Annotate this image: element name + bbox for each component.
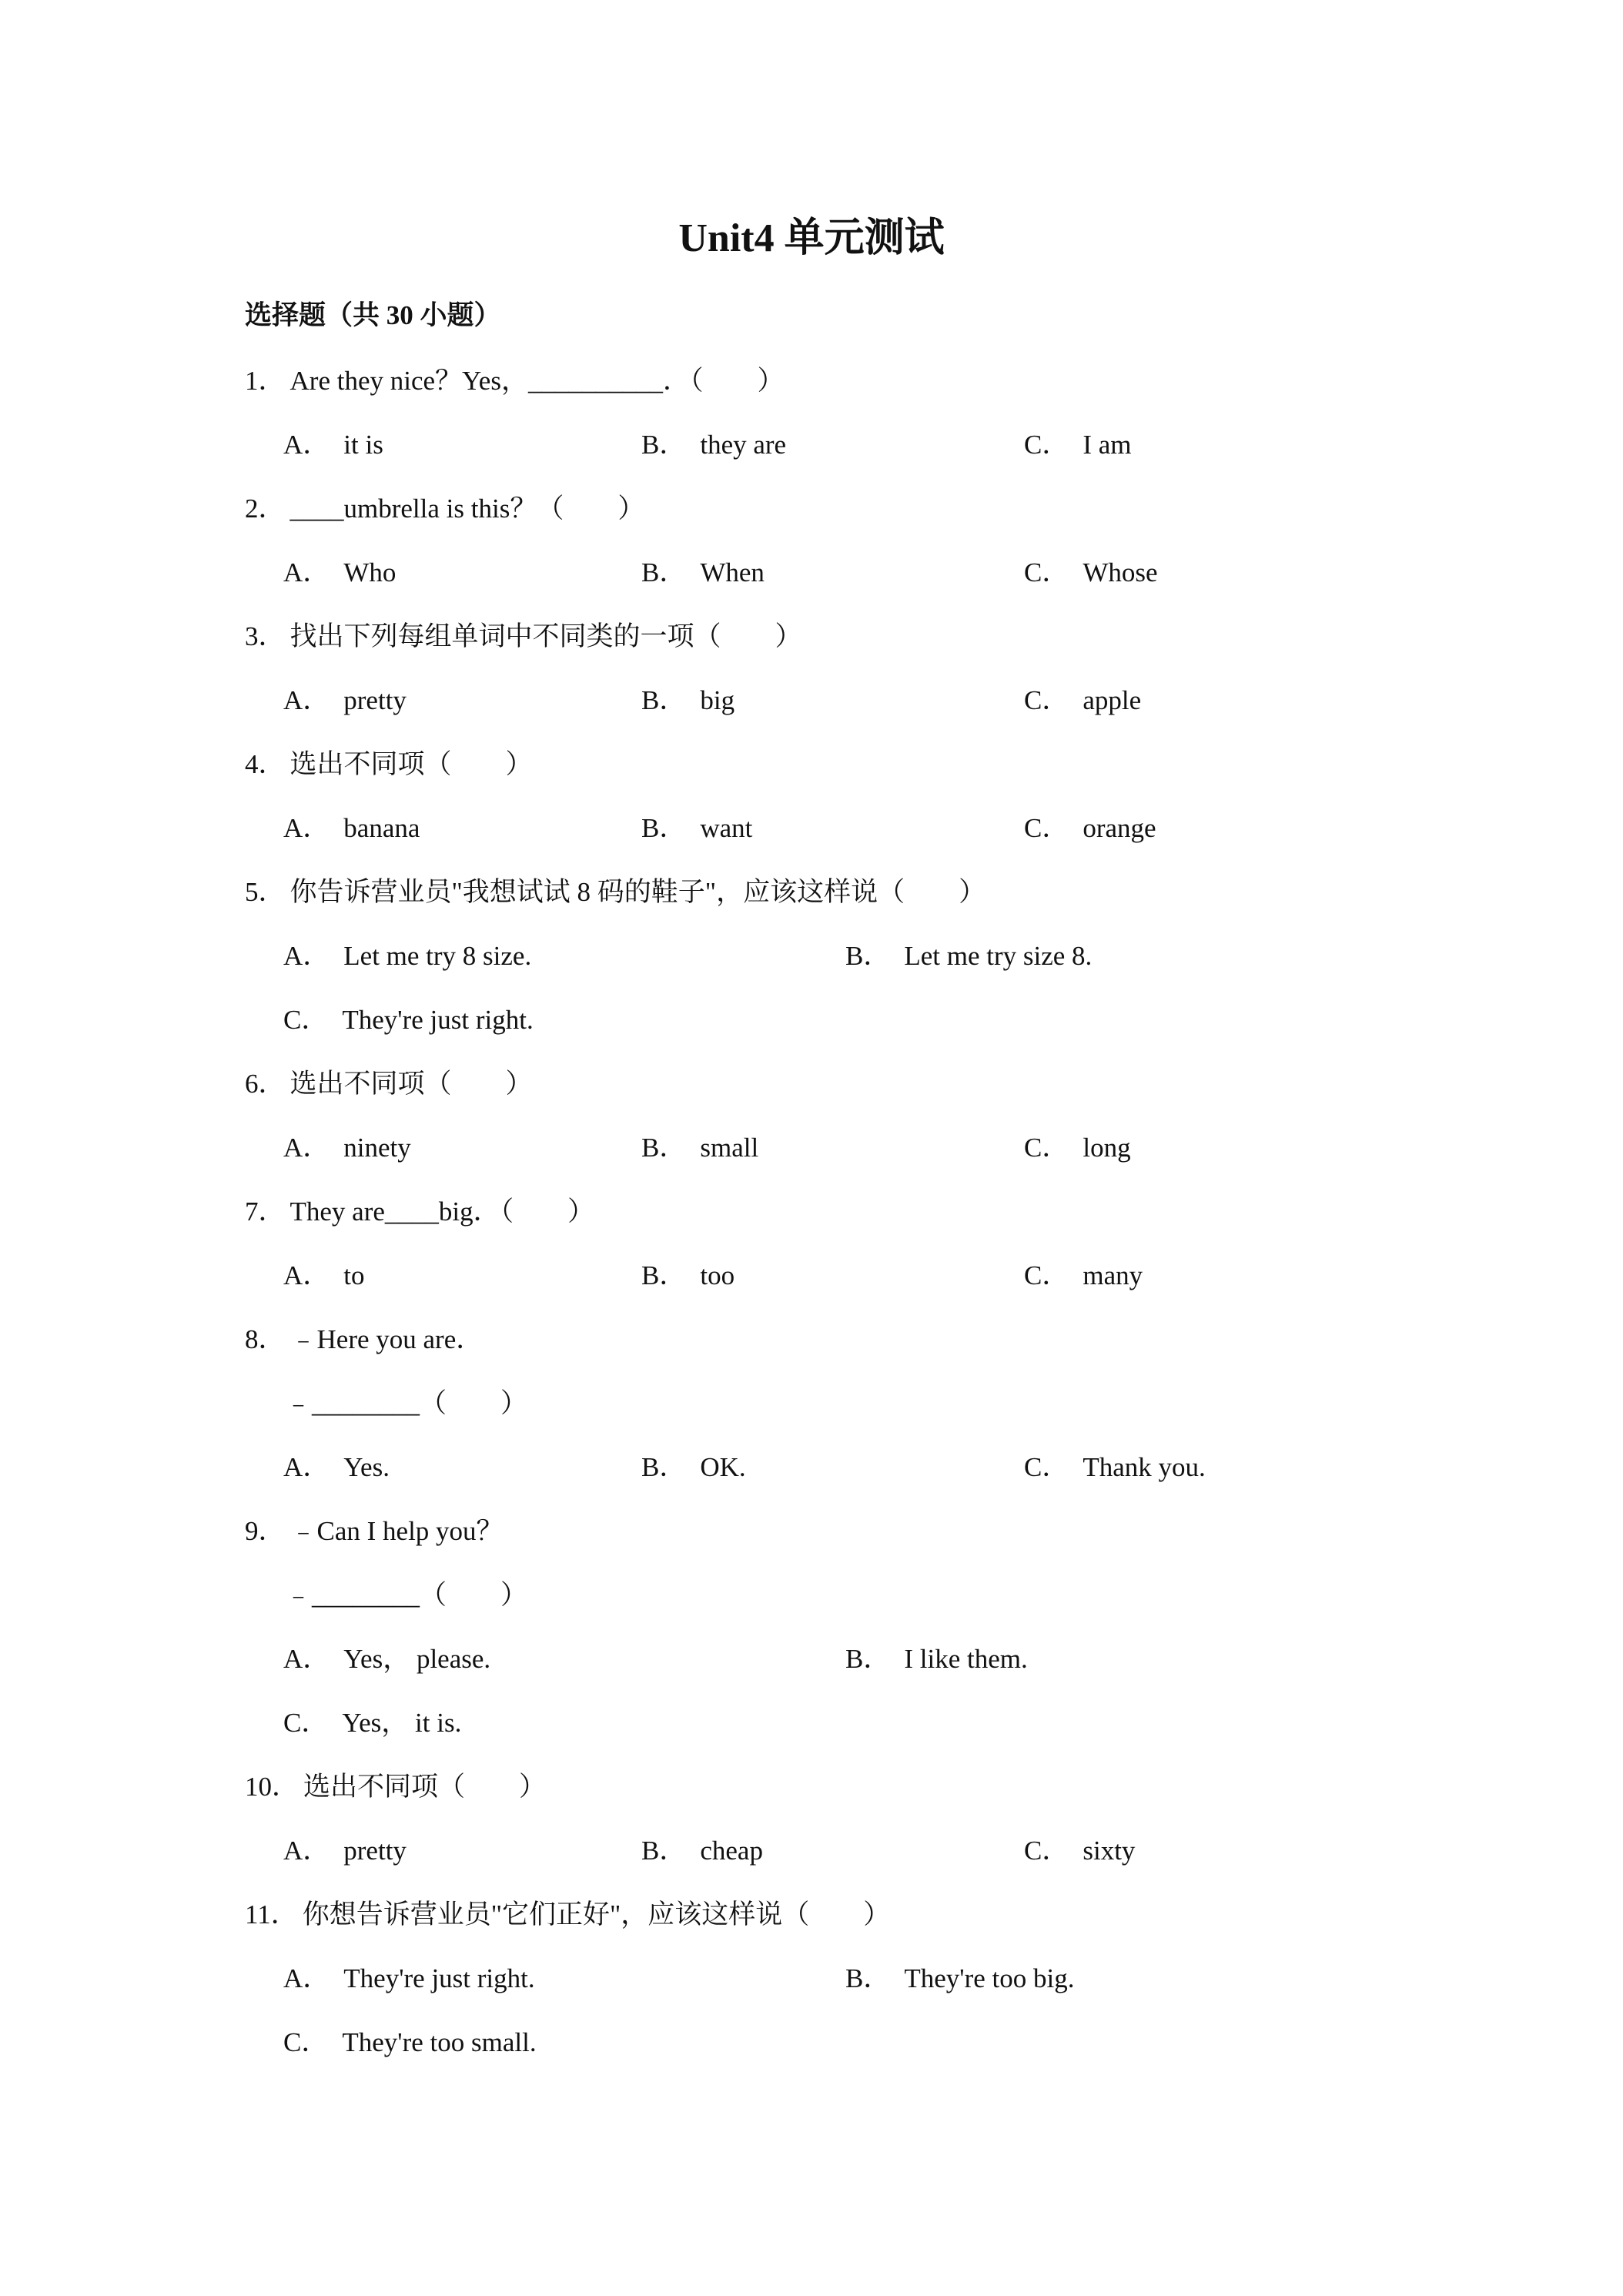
option-letter: B． bbox=[641, 684, 687, 715]
answer-option bbox=[283, 1957, 535, 1996]
option-text: it is bbox=[343, 429, 383, 460]
question-stem bbox=[245, 1880, 1384, 1944]
option-text: apple bbox=[1083, 684, 1142, 715]
options-row bbox=[245, 1625, 1384, 1689]
option-text: OK. bbox=[700, 1451, 746, 1482]
options-row bbox=[245, 538, 1384, 602]
option-text: Who bbox=[343, 557, 397, 587]
option-text: Yes， it is. bbox=[342, 1707, 462, 1738]
option-text: Yes. bbox=[343, 1451, 390, 1482]
question-text: 选出不同项（ ） bbox=[289, 1068, 533, 1099]
option-text: small bbox=[700, 1132, 759, 1163]
option-letter: C． bbox=[283, 2027, 329, 2057]
options-row bbox=[245, 986, 1384, 1049]
option-letter: A． bbox=[283, 1132, 330, 1163]
option-text: they are bbox=[700, 429, 787, 460]
options-row bbox=[245, 1433, 1384, 1497]
option-letter: B． bbox=[641, 1451, 687, 1482]
question-stem bbox=[245, 1305, 1384, 1369]
question-stem bbox=[245, 474, 1384, 538]
question-text: ﹣Here you are． bbox=[289, 1324, 484, 1354]
question-stem bbox=[245, 1497, 1384, 1561]
question-text: 找出下列每组单词中不同类的一项（ ） bbox=[289, 621, 802, 651]
answer-option bbox=[1024, 1126, 1131, 1165]
section-header: 选择题（共 30 小题） bbox=[245, 300, 501, 330]
answer-option bbox=[1024, 423, 1132, 462]
question-number: 5． bbox=[245, 876, 286, 907]
question-list bbox=[245, 346, 1384, 2072]
question-text: Are they nice？Yes，__________．（ ） bbox=[289, 365, 785, 396]
answer-option bbox=[283, 679, 407, 718]
question-number: 10． bbox=[245, 1771, 300, 1802]
question-number: 1． bbox=[245, 365, 286, 396]
option-text: When bbox=[700, 557, 765, 587]
option-text: Whose bbox=[1083, 557, 1158, 587]
option-text: big bbox=[700, 684, 735, 715]
answer-option bbox=[1024, 1829, 1135, 1868]
answer-option bbox=[641, 551, 765, 590]
answer-option bbox=[283, 999, 534, 1037]
question-number: 2． bbox=[245, 493, 286, 524]
answer-option bbox=[1024, 551, 1158, 590]
option-text: to bbox=[343, 1260, 365, 1290]
question-stem bbox=[245, 730, 1384, 794]
answer-option bbox=[845, 1957, 1074, 1996]
option-letter: B． bbox=[641, 1132, 687, 1163]
option-text: pretty bbox=[343, 1835, 407, 1866]
answer-option bbox=[1024, 807, 1156, 845]
answer-option bbox=[283, 1446, 390, 1484]
options-row bbox=[245, 666, 1384, 730]
option-letter: C． bbox=[1024, 812, 1069, 843]
question-text: 你想告诉营业员"它们正好"，应该这样说（ ） bbox=[302, 1899, 891, 1930]
option-text: ninety bbox=[343, 1132, 411, 1163]
question-number: 9． bbox=[245, 1515, 286, 1546]
question-number: 3． bbox=[245, 621, 286, 651]
answer-option bbox=[283, 1126, 411, 1165]
option-letter: B． bbox=[641, 1835, 687, 1866]
answer-option bbox=[1024, 679, 1141, 718]
answer-option bbox=[283, 2021, 537, 2060]
question-text: 选出不同项（ ） bbox=[303, 1771, 547, 1802]
answer-option bbox=[283, 807, 420, 845]
question-number: 6． bbox=[245, 1068, 286, 1099]
option-letter: A． bbox=[283, 1835, 330, 1866]
option-text: They're too small. bbox=[342, 2027, 537, 2057]
question-stem bbox=[245, 1752, 1384, 1816]
option-text: too bbox=[700, 1260, 735, 1290]
option-text: Thank you. bbox=[1083, 1451, 1206, 1482]
option-text: cheap bbox=[700, 1835, 763, 1866]
option-text: orange bbox=[1083, 812, 1156, 843]
options-row bbox=[245, 410, 1384, 474]
question-response-blank: ﹣________（ ） bbox=[285, 1579, 528, 1610]
answer-option bbox=[845, 1638, 1028, 1676]
answer-option bbox=[641, 1126, 758, 1165]
answer-option bbox=[641, 679, 735, 718]
answer-option bbox=[283, 1702, 461, 1740]
option-letter: B． bbox=[641, 1260, 687, 1290]
options-row bbox=[245, 1689, 1384, 1752]
option-text: Yes， please. bbox=[343, 1643, 491, 1674]
option-text: sixty bbox=[1083, 1835, 1136, 1866]
option-letter: C． bbox=[1024, 1451, 1069, 1482]
option-letter: B． bbox=[845, 1963, 891, 1993]
question-stem bbox=[245, 1049, 1384, 1113]
option-letter: A． bbox=[283, 812, 330, 843]
option-letter: B． bbox=[845, 1643, 891, 1674]
answer-option bbox=[845, 935, 1092, 973]
option-letter: B． bbox=[641, 812, 687, 843]
question-text: They are____big．（ ） bbox=[289, 1196, 595, 1227]
answer-option bbox=[1024, 1446, 1206, 1484]
option-text: want bbox=[700, 812, 753, 843]
options-row bbox=[245, 2008, 1384, 2072]
option-text: Let me try 8 size. bbox=[343, 940, 532, 971]
question-text: ﹣Can I help you？ bbox=[289, 1515, 504, 1546]
answer-option bbox=[283, 1638, 490, 1676]
option-text: They're too big. bbox=[904, 1963, 1075, 1993]
answer-option bbox=[283, 423, 383, 462]
answer-option bbox=[641, 1446, 746, 1484]
option-letter: C． bbox=[1024, 1835, 1069, 1866]
question-stem bbox=[245, 858, 1384, 922]
option-letter: A． bbox=[283, 1963, 330, 1993]
question-text: 你告诉营业员"我想试试 8 码的鞋子"，应该这样说（ ） bbox=[289, 876, 986, 907]
question-number: 8． bbox=[245, 1324, 286, 1354]
options-row bbox=[245, 1113, 1384, 1177]
question-number: 7． bbox=[245, 1196, 286, 1227]
answer-option bbox=[641, 1254, 735, 1293]
option-letter: A． bbox=[283, 557, 330, 587]
option-text: banana bbox=[343, 812, 420, 843]
option-letter: C． bbox=[283, 1707, 329, 1738]
answer-option bbox=[641, 807, 752, 845]
question-stem bbox=[245, 602, 1384, 666]
options-row bbox=[245, 1944, 1384, 2008]
option-text: They're just right. bbox=[343, 1963, 535, 1993]
option-letter: B． bbox=[641, 557, 687, 587]
answer-option bbox=[641, 1829, 763, 1868]
question-stem bbox=[245, 346, 1384, 410]
option-text: many bbox=[1083, 1260, 1143, 1290]
answer-option bbox=[641, 423, 786, 462]
options-row bbox=[245, 922, 1384, 986]
option-text: long bbox=[1083, 1132, 1131, 1163]
option-text: I am bbox=[1083, 429, 1132, 460]
option-text: Let me try size 8. bbox=[904, 940, 1093, 971]
option-letter: A． bbox=[283, 1451, 330, 1482]
option-text: pretty bbox=[343, 684, 407, 715]
options-row bbox=[245, 1816, 1384, 1880]
options-row bbox=[245, 1241, 1384, 1305]
option-letter: A． bbox=[283, 940, 330, 971]
option-letter: B． bbox=[641, 429, 687, 460]
option-letter: C． bbox=[1024, 429, 1069, 460]
option-letter: A． bbox=[283, 684, 330, 715]
option-text: They're just right. bbox=[342, 1004, 534, 1035]
answer-option bbox=[283, 1829, 407, 1868]
option-letter: A． bbox=[283, 1643, 330, 1674]
question-text: ____umbrella is this？（ ） bbox=[289, 493, 645, 524]
answer-option bbox=[283, 935, 531, 973]
question-number: 4． bbox=[245, 748, 286, 779]
option-letter: B． bbox=[845, 940, 891, 971]
option-letter: C． bbox=[1024, 1132, 1069, 1163]
option-letter: A． bbox=[283, 1260, 330, 1290]
option-letter: A． bbox=[283, 429, 330, 460]
answer-option bbox=[283, 551, 396, 590]
question-response-blank: ﹣________（ ） bbox=[285, 1387, 528, 1418]
option-text: I like them. bbox=[904, 1643, 1028, 1674]
answer-option bbox=[1024, 1254, 1143, 1293]
option-letter: C． bbox=[1024, 557, 1069, 587]
page-title: Unit4 单元测试 bbox=[678, 216, 945, 260]
question-text: 选出不同项（ ） bbox=[289, 748, 533, 779]
option-letter: C． bbox=[283, 1004, 329, 1035]
question-number: 11． bbox=[245, 1899, 298, 1930]
question-stem bbox=[245, 1177, 1384, 1241]
option-letter: C． bbox=[1024, 1260, 1069, 1290]
answer-option bbox=[283, 1254, 365, 1293]
option-letter: C． bbox=[1024, 684, 1069, 715]
options-row bbox=[245, 794, 1384, 858]
